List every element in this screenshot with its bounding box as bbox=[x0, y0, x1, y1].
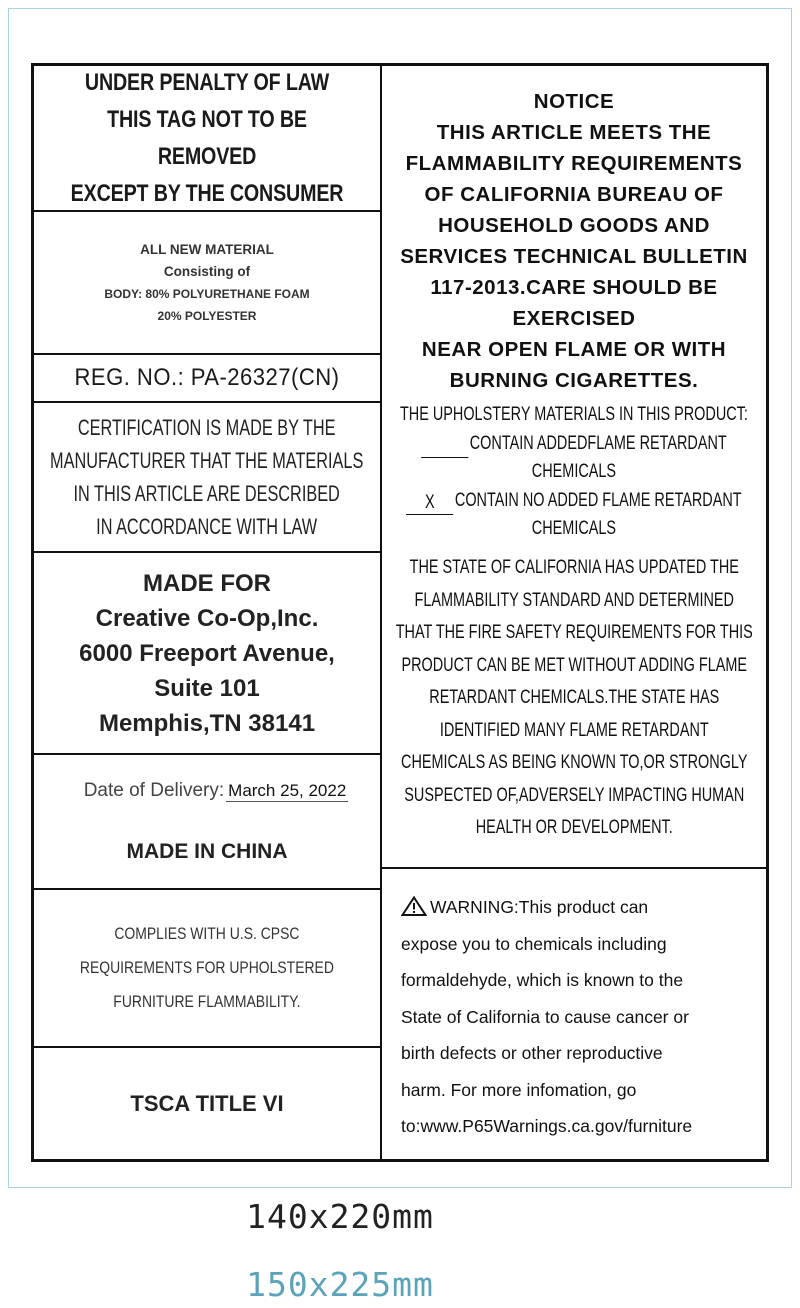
penalty-line: EXCEPT BY THE CONSUMER bbox=[70, 180, 344, 207]
certification-line: MANUFACTURER THAT THE MATERIALS bbox=[50, 448, 364, 473]
notice-line: SERVICES TECHNICAL BULLETIN bbox=[400, 245, 748, 268]
upholstery-intro: THE UPHOLSTERY MATERIALS IN THIS PRODUCT: bbox=[400, 404, 748, 425]
reg-number-block bbox=[34, 355, 380, 401]
delivery-date: March 25, 2022 bbox=[228, 780, 347, 800]
tsca-block bbox=[34, 1048, 380, 1159]
material-consisting: Consisting of bbox=[163, 263, 251, 279]
notice-line: EXERCISED bbox=[512, 307, 636, 330]
state-line: IDENTIFIED MANY FLAME RETARDANT bbox=[439, 718, 709, 741]
complies-line: COMPLIES WITH U.S. CPSC bbox=[114, 924, 300, 943]
state-line: THE STATE OF CALIFORNIA HAS UPDATED THE bbox=[409, 556, 739, 578]
address-city: Memphis,TN 38141 bbox=[98, 709, 316, 737]
complies-block bbox=[34, 890, 380, 1046]
state-line: HEALTH OR DEVELOPMENT. bbox=[475, 816, 673, 838]
notice-block bbox=[382, 86, 766, 401]
reg-number: REG. NO.: PA-26327(CN) bbox=[74, 364, 340, 391]
option-added-text-2: CHEMICALS bbox=[531, 461, 617, 482]
size-option-150x225: 150x225mm bbox=[246, 1265, 434, 1304]
certification-line: CERTIFICATION IS MADE BY THE bbox=[78, 415, 336, 440]
material-body-2: 20% POLYESTER bbox=[157, 308, 257, 323]
upholstery-block bbox=[382, 401, 766, 549]
warning-triangle-icon bbox=[401, 892, 427, 912]
company-name: Creative Co-Op,Inc. bbox=[95, 604, 319, 632]
notice-line: 117-2013.CARE SHOULD BE bbox=[430, 276, 718, 299]
delivery-block bbox=[34, 755, 380, 888]
made-for-heading: MADE FOR bbox=[143, 569, 271, 597]
state-line: SUSPECTED OF,ADVERSELY IMPACTING HUMAN bbox=[404, 783, 744, 806]
notice-line: OF CALIFORNIA BUREAU OF bbox=[424, 183, 724, 206]
option-added bbox=[400, 430, 748, 459]
certification-line: IN THIS ARTICLE ARE DESCRIBED bbox=[73, 481, 341, 506]
notice-line: THIS ARTICLE MEETS THE bbox=[436, 121, 712, 144]
made-for-block bbox=[34, 553, 380, 753]
state-line: PRODUCT CAN BE MET WITHOUT ADDING FLAME bbox=[401, 653, 747, 676]
option-none-text: CONTAIN NO ADDED FLAME RETARDANT bbox=[454, 489, 742, 511]
left-column bbox=[34, 66, 380, 1159]
notice-line: HOUSEHOLD GOODS AND bbox=[438, 214, 710, 237]
state-line: RETARDANT CHEMICALS.THE STATE HAS bbox=[429, 686, 719, 708]
warning-line: to:www.P65Warnings.ca.gov/furniture bbox=[401, 1116, 693, 1136]
certification-line: IN ACCORDANCE WITH LAW bbox=[96, 514, 318, 539]
complies-line: FURNITURE FLAMMABILITY. bbox=[113, 992, 301, 1011]
warning-line: State of California to cause cancer or bbox=[401, 1006, 689, 1027]
material-heading: ALL NEW MATERIAL bbox=[140, 241, 274, 257]
delivery-label: Date of Delivery: bbox=[83, 779, 225, 801]
notice-line: NOTICE bbox=[533, 90, 615, 113]
right-column bbox=[382, 66, 766, 1159]
penalty-block bbox=[34, 66, 380, 210]
law-tag bbox=[31, 63, 769, 1162]
state-line: CHEMICALS AS BEING KNOWN TO,OR STRONGLY bbox=[400, 751, 748, 773]
material-block bbox=[34, 212, 380, 353]
state-block bbox=[382, 549, 766, 849]
material-body: BODY: 80% POLYURETHANE FOAM bbox=[104, 286, 310, 301]
warning-line: birth defects or other reproductive bbox=[401, 1043, 663, 1063]
warning-block bbox=[382, 869, 766, 1159]
warning-line: WARNING:This product can bbox=[401, 889, 692, 926]
address-street: 6000 Freeport Avenue, bbox=[79, 639, 335, 667]
option-none-mark: X bbox=[406, 492, 453, 515]
notice-line: BURNING CIGARETTES. bbox=[449, 369, 699, 392]
penalty-line: THIS TAG NOT TO BE REMOVED bbox=[107, 106, 307, 170]
option-added-mark bbox=[421, 457, 468, 458]
warning-line: formaldehyde, which is known to the bbox=[401, 970, 684, 990]
state-line: FLAMMABILITY STANDARD AND DETERMINED bbox=[414, 588, 734, 611]
option-none-text-2: CHEMICALS bbox=[531, 518, 617, 539]
state-line: THAT THE FIRE SAFETY REQUIREMENTS FOR THIS bbox=[395, 621, 753, 643]
notice-line: NEAR OPEN FLAME OR WITH bbox=[421, 338, 727, 361]
complies-line: REQUIREMENTS FOR UPHOLSTERED bbox=[79, 958, 335, 977]
option-added-text: CONTAIN ADDEDFLAME RETARDANT bbox=[469, 432, 727, 454]
size-option-140x220: 140x220mm bbox=[246, 1197, 434, 1236]
notice-line: FLAMMABILITY REQUIREMENTS bbox=[405, 152, 743, 175]
warning-line: harm. For more infomation, go bbox=[401, 1079, 637, 1100]
penalty-line: UNDER PENALTY OF LAW bbox=[84, 69, 330, 96]
certification-block bbox=[34, 403, 380, 551]
address-suite: Suite 101 bbox=[154, 674, 260, 702]
made-in: MADE IN CHINA bbox=[126, 839, 288, 863]
warning-line: expose you to chemicals including bbox=[401, 933, 667, 954]
option-none bbox=[400, 487, 748, 516]
tsca-title: TSCA TITLE VI bbox=[130, 1090, 284, 1116]
